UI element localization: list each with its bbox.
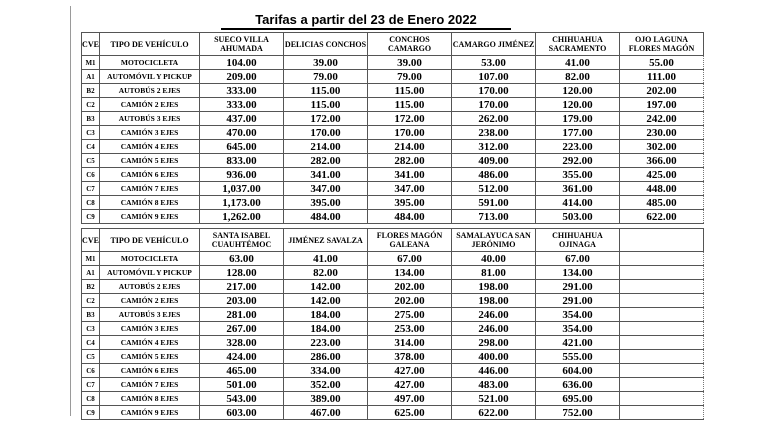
vehicle-type-cell: CAMIÓN 3 EJES (100, 126, 200, 140)
rate-cell: 170.00 (284, 126, 368, 140)
rate-cell: 246.00 (452, 322, 536, 336)
cve-cell: C6 (82, 364, 100, 378)
rate-cell: 172.00 (284, 112, 368, 126)
rate-cell: 713.00 (452, 210, 536, 224)
header-cell: CAMARGO JIMÉNEZ (452, 33, 536, 56)
rate-cell: 341.00 (368, 168, 452, 182)
rate-cell: 267.00 (200, 322, 284, 336)
rate-cell: 170.00 (452, 84, 536, 98)
rate-cell: 202.00 (368, 294, 452, 308)
rate-cell: 341.00 (284, 168, 368, 182)
rate-cell: 55.00 (620, 56, 704, 70)
rate-cell (620, 322, 704, 336)
rate-cell: 555.00 (536, 350, 620, 364)
rate-cell: 120.00 (536, 84, 620, 98)
table-row (82, 378, 704, 392)
rate-cell: 378.00 (368, 350, 452, 364)
rate-cell: 115.00 (368, 98, 452, 112)
vehicle-type-cell: MOTOCICLETA (100, 56, 200, 70)
rate-cell: 202.00 (620, 84, 704, 98)
rate-cell: 53.00 (452, 56, 536, 70)
rate-cell: 170.00 (452, 98, 536, 112)
rate-cell: 128.00 (200, 266, 284, 280)
header-cell: FLORES MAGÓN GALEANA (368, 229, 452, 252)
table-row (82, 56, 704, 70)
header-cell: SUECO VILLA AHUMADA (200, 33, 284, 56)
rate-cell: 1,173.00 (200, 196, 284, 210)
rate-cell: 67.00 (368, 252, 452, 266)
header-cell: CVE (82, 229, 100, 252)
rate-cell: 752.00 (536, 406, 620, 420)
vehicle-type-cell: CAMIÓN 9 EJES (100, 210, 200, 224)
header-cell: CONCHOS CAMARGO (368, 33, 452, 56)
cve-cell: C5 (82, 350, 100, 364)
rate-cell: 366.00 (620, 154, 704, 168)
rate-cell: 645.00 (200, 140, 284, 154)
tariff-table-1 (81, 32, 704, 224)
rate-cell: 184.00 (284, 322, 368, 336)
rate-cell: 485.00 (620, 196, 704, 210)
rate-cell: 427.00 (368, 378, 452, 392)
rate-cell: 79.00 (284, 70, 368, 84)
rate-cell: 389.00 (284, 392, 368, 406)
rate-cell: 115.00 (368, 84, 452, 98)
vehicle-type-cell: CAMIÓN 5 EJES (100, 154, 200, 168)
rate-cell: 302.00 (620, 140, 704, 154)
vehicle-type-cell: CAMIÓN 4 EJES (100, 336, 200, 350)
cve-cell: C4 (82, 140, 100, 154)
header-cell: CHIHUAHUA OJINAGA (536, 229, 620, 252)
table-row (82, 364, 704, 378)
cve-cell: B3 (82, 308, 100, 322)
cve-cell: C4 (82, 336, 100, 350)
rate-cell (620, 364, 704, 378)
rate-cell: 292.00 (536, 154, 620, 168)
cve-cell: C2 (82, 294, 100, 308)
rate-cell: 604.00 (536, 364, 620, 378)
header-cell: JIMÉNEZ SAVALZA (284, 229, 368, 252)
rate-cell (620, 406, 704, 420)
rate-cell: 214.00 (368, 140, 452, 154)
header-cell: TIPO DE VEHÍCULO (100, 33, 200, 56)
vehicle-type-cell: AUTOBÚS 3 EJES (100, 308, 200, 322)
rate-cell: 40.00 (452, 252, 536, 266)
rate-cell: 120.00 (536, 98, 620, 112)
cve-cell: C7 (82, 378, 100, 392)
vehicle-type-cell: CAMIÓN 7 EJES (100, 182, 200, 196)
rate-cell: 115.00 (284, 98, 368, 112)
rate-cell: 291.00 (536, 280, 620, 294)
rate-cell: 484.00 (284, 210, 368, 224)
cve-cell: B2 (82, 280, 100, 294)
vehicle-type-cell: AUTOBÚS 3 EJES (100, 112, 200, 126)
rate-cell: 467.00 (284, 406, 368, 420)
rate-cell (620, 294, 704, 308)
rate-cell: 172.00 (368, 112, 452, 126)
rate-cell: 177.00 (536, 126, 620, 140)
rate-cell: 198.00 (452, 280, 536, 294)
rate-cell (620, 266, 704, 280)
rate-cell: 409.00 (452, 154, 536, 168)
rate-cell: 63.00 (200, 252, 284, 266)
rate-cell: 39.00 (368, 56, 452, 70)
rate-cell: 354.00 (536, 308, 620, 322)
rate-cell: 82.00 (284, 266, 368, 280)
vehicle-type-cell: CAMIÓN 2 EJES (100, 98, 200, 112)
rate-cell: 333.00 (200, 98, 284, 112)
rate-cell: 111.00 (620, 70, 704, 84)
rate-cell: 238.00 (452, 126, 536, 140)
rate-cell: 501.00 (200, 378, 284, 392)
cve-cell: C2 (82, 98, 100, 112)
rate-cell: 41.00 (536, 56, 620, 70)
rate-cell: 470.00 (200, 126, 284, 140)
table-row (82, 266, 704, 280)
rate-cell: 421.00 (536, 336, 620, 350)
header-cell: OJO LAGUNA FLORES MAGÓN (620, 33, 704, 56)
rate-cell: 414.00 (536, 196, 620, 210)
vehicle-type-cell: CAMIÓN 4 EJES (100, 140, 200, 154)
table-row (82, 336, 704, 350)
rate-cell: 223.00 (536, 140, 620, 154)
rate-cell: 282.00 (284, 154, 368, 168)
rate-cell: 67.00 (536, 252, 620, 266)
rate-cell (620, 392, 704, 406)
table-header-row (82, 33, 704, 56)
header-cell: SAMALAYUCA SAN JERÓNIMO (452, 229, 536, 252)
toll-rates-sheet (70, 6, 705, 419)
rate-cell: 41.00 (284, 252, 368, 266)
rate-cell: 142.00 (284, 294, 368, 308)
vehicle-type-cell: CAMIÓN 8 EJES (100, 392, 200, 406)
rate-cell: 400.00 (452, 350, 536, 364)
rate-cell: 486.00 (452, 168, 536, 182)
rate-cell: 437.00 (200, 112, 284, 126)
table-row (82, 98, 704, 112)
rate-cell: 39.00 (284, 56, 368, 70)
header-cell (620, 229, 704, 252)
rate-cell: 82.00 (536, 70, 620, 84)
cve-cell: M1 (82, 252, 100, 266)
table-row (82, 84, 704, 98)
rate-cell: 134.00 (368, 266, 452, 280)
rate-cell: 361.00 (536, 182, 620, 196)
rate-cell: 312.00 (452, 140, 536, 154)
rate-cell: 424.00 (200, 350, 284, 364)
rate-cell: 142.00 (284, 280, 368, 294)
rate-cell: 512.00 (452, 182, 536, 196)
header-cell: DELICIAS CONCHOS (284, 33, 368, 56)
cve-cell: C6 (82, 168, 100, 182)
table-row (82, 126, 704, 140)
table-row (82, 392, 704, 406)
rate-cell: 591.00 (452, 196, 536, 210)
rate-cell: 214.00 (284, 140, 368, 154)
table-row (82, 70, 704, 84)
table-row (82, 154, 704, 168)
cve-cell: A1 (82, 266, 100, 280)
rate-cell: 282.00 (368, 154, 452, 168)
cve-cell: C3 (82, 126, 100, 140)
rate-cell: 395.00 (284, 196, 368, 210)
table-row (82, 210, 704, 224)
rate-cell: 484.00 (368, 210, 452, 224)
rate-cell: 209.00 (200, 70, 284, 84)
rate-cell: 79.00 (368, 70, 452, 84)
table-row (82, 140, 704, 154)
rate-cell: 81.00 (452, 266, 536, 280)
vehicle-type-cell: CAMIÓN 9 EJES (100, 406, 200, 420)
cve-cell: C8 (82, 196, 100, 210)
rate-cell (620, 252, 704, 266)
rate-cell (620, 350, 704, 364)
rate-cell: 483.00 (452, 378, 536, 392)
vehicle-type-cell: AUTOMÓVIL Y PICKUP (100, 70, 200, 84)
rate-cell: 242.00 (620, 112, 704, 126)
vehicle-type-cell: CAMIÓN 2 EJES (100, 294, 200, 308)
table-row (82, 294, 704, 308)
cve-cell: C7 (82, 182, 100, 196)
table-row (82, 252, 704, 266)
rate-cell: 115.00 (284, 84, 368, 98)
table-header-row (82, 229, 704, 252)
rate-cell: 448.00 (620, 182, 704, 196)
table-row (82, 308, 704, 322)
rate-cell: 347.00 (368, 182, 452, 196)
table-row (82, 182, 704, 196)
rate-cell: 170.00 (368, 126, 452, 140)
rate-cell: 622.00 (620, 210, 704, 224)
rate-cell: 134.00 (536, 266, 620, 280)
rate-cell: 521.00 (452, 392, 536, 406)
rate-cell: 395.00 (368, 196, 452, 210)
rate-cell: 497.00 (368, 392, 452, 406)
rate-cell: 104.00 (200, 56, 284, 70)
rate-cell: 425.00 (620, 168, 704, 182)
rate-cell: 197.00 (620, 98, 704, 112)
vehicle-type-cell: CAMIÓN 8 EJES (100, 196, 200, 210)
rate-cell (620, 308, 704, 322)
header-cell: TIPO DE VEHÍCULO (100, 229, 200, 252)
rate-cell: 347.00 (284, 182, 368, 196)
cve-cell: M1 (82, 56, 100, 70)
rate-cell: 184.00 (284, 308, 368, 322)
vehicle-type-cell: AUTOBÚS 2 EJES (100, 84, 200, 98)
tariff-table-2 (81, 228, 704, 420)
rate-cell: 262.00 (452, 112, 536, 126)
header-cell: SANTA ISABEL CUAUHTÉMOC (200, 229, 284, 252)
header-cell: CVE (82, 33, 100, 56)
cve-cell: C3 (82, 322, 100, 336)
rate-cell: 833.00 (200, 154, 284, 168)
rate-cell: 230.00 (620, 126, 704, 140)
rate-cell: 291.00 (536, 294, 620, 308)
rate-cell: 107.00 (452, 70, 536, 84)
rate-cell: 246.00 (452, 308, 536, 322)
page-title: Tarifas a partir del 23 de Enero 2022 (221, 11, 511, 30)
rate-cell: 465.00 (200, 364, 284, 378)
cve-cell: C9 (82, 210, 100, 224)
vehicle-type-cell: AUTOMÓVIL Y PICKUP (100, 266, 200, 280)
table-row (82, 168, 704, 182)
rate-cell: 298.00 (452, 336, 536, 350)
rate-cell: 286.00 (284, 350, 368, 364)
rate-cell: 354.00 (536, 322, 620, 336)
rate-cell: 334.00 (284, 364, 368, 378)
cve-cell: C9 (82, 406, 100, 420)
rate-cell: 636.00 (536, 378, 620, 392)
table-row (82, 406, 704, 420)
vehicle-type-cell: CAMIÓN 6 EJES (100, 364, 200, 378)
rate-cell: 622.00 (452, 406, 536, 420)
table-row (82, 112, 704, 126)
vehicle-type-cell: CAMIÓN 5 EJES (100, 350, 200, 364)
rate-cell: 333.00 (200, 84, 284, 98)
rate-cell: 314.00 (368, 336, 452, 350)
rate-cell: 328.00 (200, 336, 284, 350)
rate-cell: 275.00 (368, 308, 452, 322)
header-cell: CHIHUAHUA SACRAMENTO (536, 33, 620, 56)
cve-cell: C8 (82, 392, 100, 406)
vehicle-type-cell: MOTOCICLETA (100, 252, 200, 266)
cve-cell: B3 (82, 112, 100, 126)
rate-cell: 198.00 (452, 294, 536, 308)
rate-cell: 625.00 (368, 406, 452, 420)
table-row (82, 350, 704, 364)
rate-cell: 603.00 (200, 406, 284, 420)
rate-cell: 202.00 (368, 280, 452, 294)
rate-cell: 695.00 (536, 392, 620, 406)
cve-cell: A1 (82, 70, 100, 84)
table-row (82, 322, 704, 336)
rate-cell: 217.00 (200, 280, 284, 294)
table-row (82, 196, 704, 210)
rate-cell (620, 378, 704, 392)
cve-cell: B2 (82, 84, 100, 98)
rate-cell: 223.00 (284, 336, 368, 350)
rate-cell: 543.00 (200, 392, 284, 406)
rate-cell: 179.00 (536, 112, 620, 126)
rate-cell: 427.00 (368, 364, 452, 378)
rate-cell: 253.00 (368, 322, 452, 336)
rate-cell: 1,037.00 (200, 182, 284, 196)
vehicle-type-cell: AUTOBÚS 2 EJES (100, 280, 200, 294)
rate-cell: 203.00 (200, 294, 284, 308)
rate-cell: 446.00 (452, 364, 536, 378)
rate-cell: 352.00 (284, 378, 368, 392)
table-row (82, 280, 704, 294)
rate-cell (620, 336, 704, 350)
vehicle-type-cell: CAMIÓN 6 EJES (100, 168, 200, 182)
rate-cell (620, 280, 704, 294)
rate-cell: 281.00 (200, 308, 284, 322)
rate-cell: 1,262.00 (200, 210, 284, 224)
rate-cell: 355.00 (536, 168, 620, 182)
vehicle-type-cell: CAMIÓN 3 EJES (100, 322, 200, 336)
cve-cell: C5 (82, 154, 100, 168)
vehicle-type-cell: CAMIÓN 7 EJES (100, 378, 200, 392)
rate-cell: 936.00 (200, 168, 284, 182)
rate-cell: 503.00 (536, 210, 620, 224)
